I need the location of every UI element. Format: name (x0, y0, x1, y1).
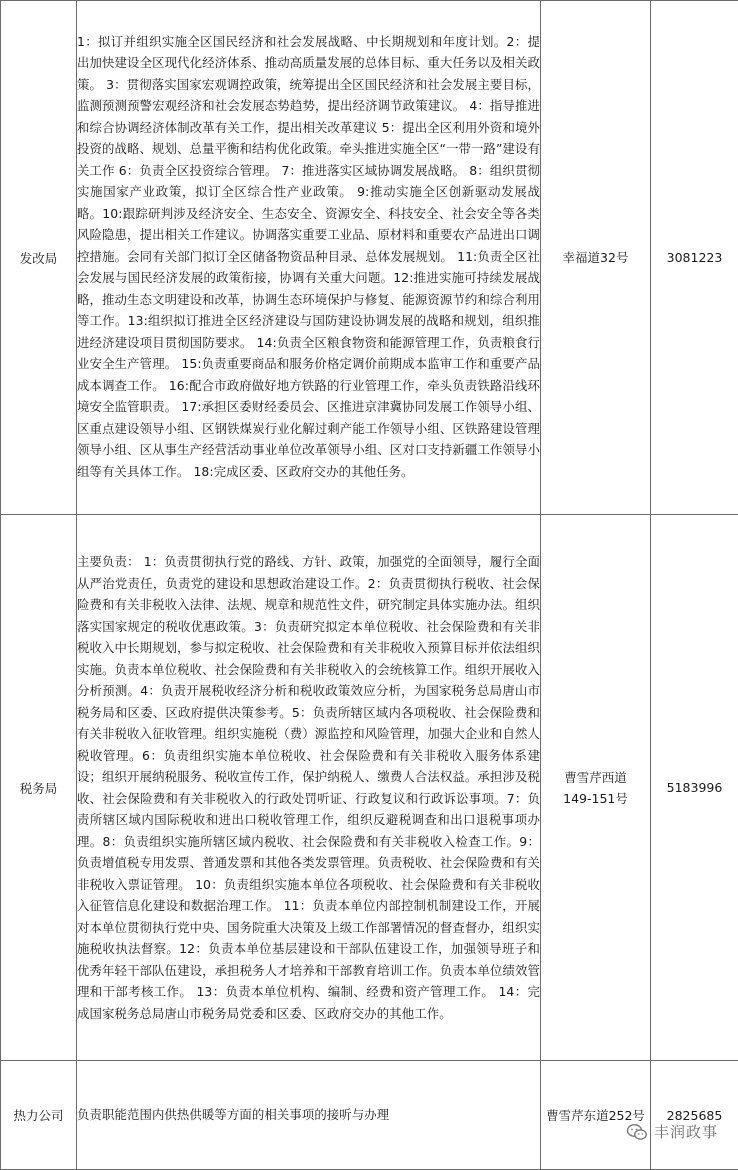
table-row (1, 1, 738, 515)
phone-cell: 5183996 (651, 515, 738, 1061)
address-cell: 曹雪芹东道252号 (541, 1061, 651, 1170)
phone-cell: 3081223 (651, 1, 738, 515)
watermark-text: 丰润政事 (653, 1123, 718, 1141)
department-cell: 发改局 (1, 1, 77, 515)
duties-cell (77, 1, 541, 515)
table-row (1, 1061, 738, 1170)
address-cell: 曹雪芹西道149-151号 (541, 515, 651, 1061)
table-row (1, 515, 738, 1061)
address-cell: 幸福道32号 (541, 1, 651, 515)
duties-text: 1：拟订并组织实施全区国民经济和社会发展战略、中长期规划和年度计划。2：提出加快建设全区现代化经济体系、推动高质量发展的总体目标、重大任务以及相关政策。 3：贯彻落实国家宏观调控政策，统筹提出全区国民经济和社会发展主要目标，监测预测预警宏观经济和社会发展态势趋势，提出经济调节政策建议。 4：指导推进和综合协调经济体制改革有关工作，提出相关改革建议 5：提出全区利用外资和境外投资的战略、规划、总量平衡和结构优化政策。牵头推进实施全区“一带一路”建设有关工作 6：负责全区投资综合管理。 7：推进落实区域协调发展战略。 8：组织贯彻实施国家产业政策，拟订全区综合性产业政策。 9:推动实施全区创新驱动发展战略。10:跟踪研判涉及经济安全、生态安全、资源安全、科技安全、社会安全等各类风险隐患，提出相关工作建议。协调落实重要工业品、原材料和重要农产品进出口调控措施。会同有关部门拟订全区储备物资品种目录、总体发展规划。 11:负责全区社会发展与国民经济发展的政策衔接，协调有关重大问题。12:推进实施可持续发展战略，推动生态文明建设和改革，协调生态环境保护与修复、能源资源节约和综合利用等工作。13:组织拟订推进全区经济建设与国防建设协调发展的战略和规划，组织推进经济建设项目贯彻国防要求。 14:负责全区粮食物资和能源管理工作，负责粮食行业安全生产管理。 15:负责重要商品和服务价格定调价前期成本监审工作和重要产品成本调查工作。 16:配合市政府做好地方铁路的行业管理工作，牵头负责铁路沿线环境安全监管职责。 17:承担区委财经委员会、区推进京津冀协同发展工作领导小组、区重点建设领导小组、区钢铁煤炭行业化解过剩产能工作领导小组、区铁路建设管理领导小组、区从事生产经营活动事业单位改革领导小组、区对口支持新疆工作领导小组等有关具体工作。 18:完成区委、区政府交办的其他任务。 (77, 33, 540, 479)
phone-cell: 2825685 (651, 1061, 738, 1170)
watermark (626, 1121, 718, 1142)
duties-text: 负责职能范围内供热供暖等方面的相关事项的接听与办理 (77, 1107, 390, 1123)
department-cell: 税务局 (1, 515, 77, 1061)
duties-cell (77, 515, 541, 1061)
wechat-icon (626, 1123, 648, 1141)
department-cell: 热力公司 (1, 1061, 77, 1170)
duties-text: 主要负责： 1：负责贯彻执行党的路线、方针、政策，加强党的全面领导，履行全面从严治党责任，负责党的建设和思想政治建设工作。2：负责贯彻执行税收、社会保险费和有关非税收入法律、法规、规章和规范性文件，研究制定具体实施办法。组织落实国家规定的税收优惠政策。3：负责研究拟定本单位税收、社会保险费和有关非税收入中长期规划，参与拟定税收、社会保险费和有关非税收入预算目标并依法组织实施。负责本单位税收、社会保险费和有关非税收入的会统核算工作。组织开展收入分析预测。4：负责开展税收经济分析和税收政策效应分析，为国家税务总局唐山市税务局和区委、区政府提供决策参考。5：负责所辖区域内各项税收、社会保险费和有关非税收入征收管理。组织实施税（费）源监控和风险管理，加强大企业和自然人税收管理。6：负责组织实施本单位税收、社会保险费和有关非税收入服务体系建设；组织开展纳税服务、税收宣传工作，保护纳税人、缴费人合法权益。承担涉及税收、社会保险费和有关非税收入的行政处罚听证、行政复议和行政诉讼事项。7：负责所辖区域内国际税收和进出口税收管理工作，组织反避税调查和出口退税事项办理。8：负责组织实施所辖区域内税收、社会保险费和有关非税收入检查工作。9：负责增值税专用发票、普通发票和其他各类发票管理。负责税收、社会保险费和有关非税收入票证管理。 10：负责组织实施本单位各项税收、社会保险费和有关非税收入征管信息化建设和数据治理工作。 11：负责本单位内部控制机制建设工作，开展对本单位贯彻执行党中央、国务院重大决策及上级工作部署情况的督查督办，组织实施税收执法督察。12：负责本单位基层建设和干部队伍建设工作，加强领导班子和优秀年轻干部队伍建设，承担税务人才培养和干部教育培训工作。负责本单位绩效管理和干部考核工作。 13：负责本单位机构、编制、经费和资产管理工作。 14：完成国家税务总局唐山市税务局党委和区委、区政府交办的其他工作。 (77, 554, 540, 1021)
duties-cell (77, 1061, 541, 1170)
